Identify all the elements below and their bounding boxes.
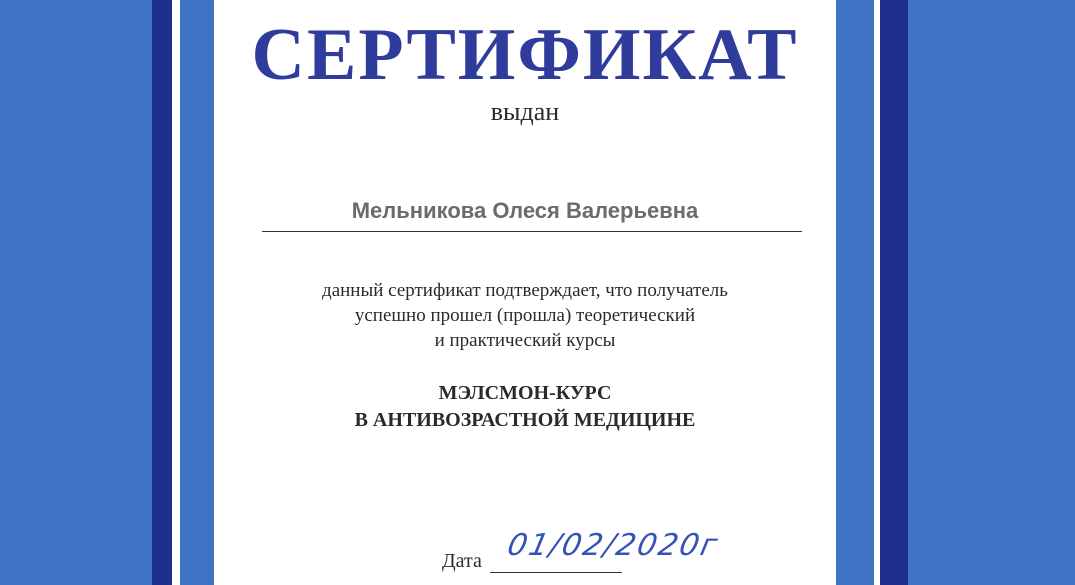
- recipient-name: Мельникова Олеся Валерьевна: [351, 198, 699, 223]
- issued-label: выдан: [490, 97, 560, 126]
- course-line: В АНТИВОЗРАСТНОЙ МЕДИЦИНЕ: [354, 409, 696, 431]
- description-line: успешно прошел (прошла) теоретический: [354, 305, 696, 326]
- right-border-band-dark: [880, 0, 908, 585]
- certificate-title: СЕРТИФИКАТ: [251, 14, 799, 96]
- certificate-description: [214, 278, 836, 353]
- left-border-band-outer: [0, 0, 152, 585]
- left-border-gap: [172, 0, 180, 585]
- handwritten-date: 01/02/2020г: [504, 528, 723, 563]
- course-line: МЭЛСМОН-КУРС: [438, 382, 612, 404]
- left-border-band-inner: [180, 0, 214, 585]
- recipient-underline: [262, 231, 802, 232]
- date-label: Дата: [442, 550, 482, 572]
- description-line: и практический курсы: [434, 330, 616, 351]
- course-name: [214, 380, 836, 434]
- right-border-band-outer: [908, 0, 1075, 585]
- right-border-band-inner: [836, 0, 874, 585]
- left-border-band-dark: [152, 0, 172, 585]
- description-line: данный сертификат подтверждает, что получатель: [322, 280, 728, 301]
- date-underline: [490, 572, 622, 573]
